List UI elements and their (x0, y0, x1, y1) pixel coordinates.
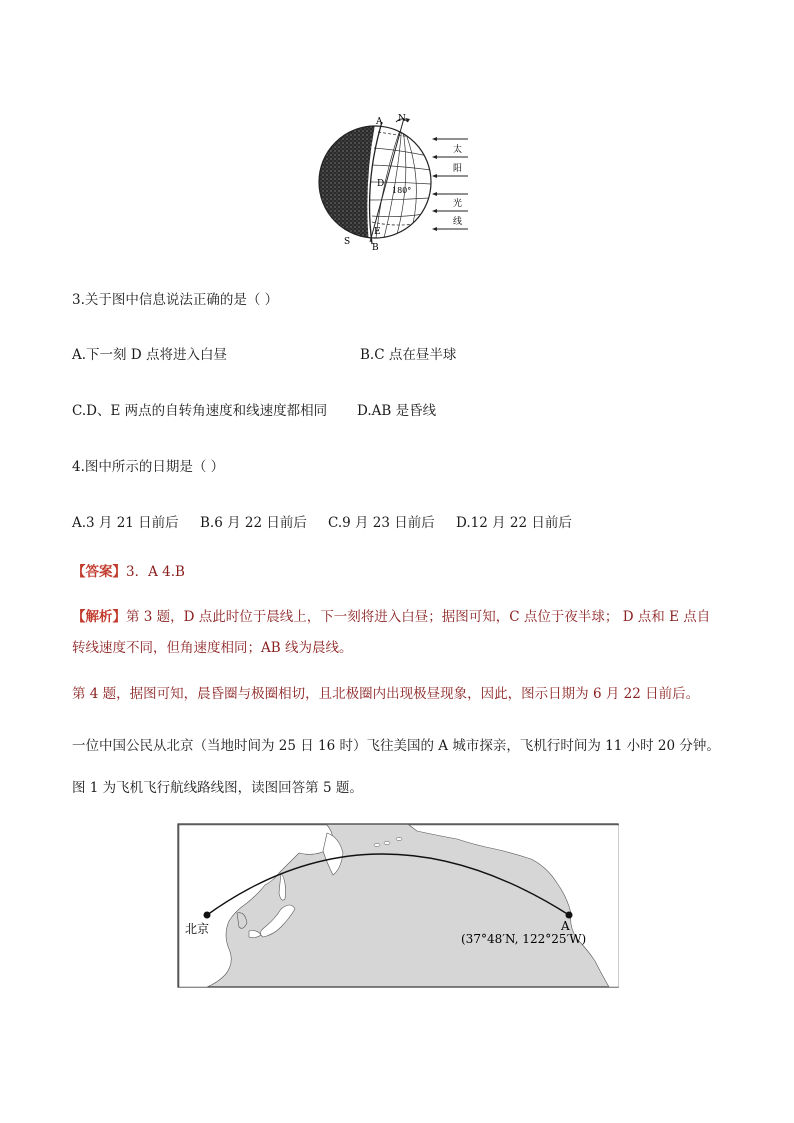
label-d: D (377, 179, 385, 189)
label-180: 180° (392, 186, 412, 195)
answer-tag: 【答案】 (72, 564, 126, 580)
analysis-line-2: 转线速度不同，但角速度相同；AB 线为晨线。 (72, 640, 353, 656)
analysis-text-1: 第 3 题，D 点此时位于晨线上，下一刻将进入白昼；据图可知，C 点位于夜半球； D 点和 E 点自 (126, 609, 711, 625)
label-n: N (398, 114, 406, 124)
flight-route-map (177, 823, 619, 988)
city-a-dot (566, 912, 573, 919)
q4-option-b: B.6 月 22 日前后 (200, 515, 307, 531)
night-hemisphere (310, 110, 378, 255)
globe-diagram (310, 110, 480, 255)
label-s: S (344, 237, 351, 247)
q5-intro-line-1: 一位中国公民从北京（当地时间为 25 日 16 时）飞往美国的 A 城市探亲，飞机行时间为 11 小时 20 分钟。 (72, 738, 720, 754)
question-4-stem: 4.图中所示的日期是（ ） (72, 459, 225, 475)
sun-char-3: 光 (453, 199, 463, 209)
sun-char-1: 太 (453, 145, 463, 155)
q4-option-a: A.3 月 21 日前后 (72, 515, 179, 531)
sun-char-4: 线 (453, 217, 463, 227)
q3-option-a: A.下一刻 D 点将进入白昼 (72, 347, 227, 363)
label-a: A (376, 117, 383, 127)
q3-option-d: D.AB 是昏线 (357, 403, 437, 419)
q3-option-c: C.D、E 两点的自转角速度和线速度都相同 (72, 403, 328, 419)
sun-char-2: 阳 (453, 164, 463, 174)
beijing-dot (204, 912, 211, 919)
q4-option-d: D.12 月 22 日前后 (456, 515, 572, 531)
label-b: B (372, 243, 379, 253)
analysis-line-3: 第 4 题，据图可知，晨昏圈与极圈相切，且北极圈内出现极昼现象，因此，图示日期为 6 月 22 日前后。 (72, 686, 700, 702)
city-a-label: A (561, 919, 570, 933)
analysis-line-1 (72, 607, 710, 627)
city-a-coords: (37°48′N, 122°25′W) (461, 932, 587, 946)
q5-intro-line-2: 图 1 为飞机飞行航线路线图，读图回答第 5 题。 (72, 780, 363, 796)
question-3-stem: 3.关于图中信息说法正确的是（ ） (72, 292, 279, 308)
analysis-tag: 【解析】 (72, 609, 126, 625)
answer-text: 3．A 4.B (126, 564, 185, 580)
q4-option-c: C.9 月 23 日前后 (328, 515, 435, 531)
beijing-label: 北京 (185, 922, 210, 936)
answer-line (72, 562, 185, 582)
label-e: E (374, 227, 381, 237)
q3-option-b: B.C 点在昼半球 (360, 347, 457, 363)
